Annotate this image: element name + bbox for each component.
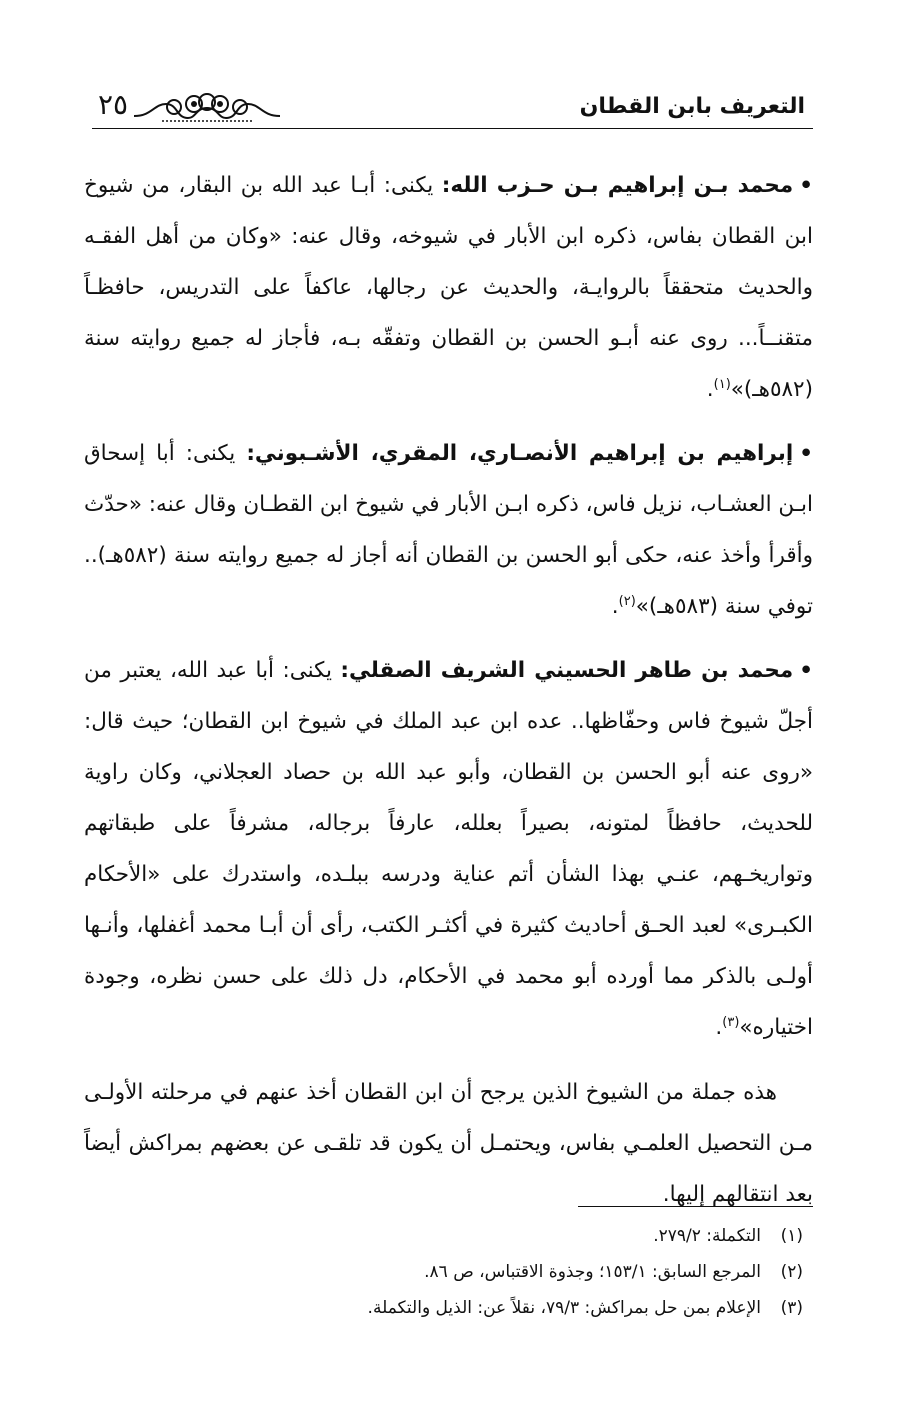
closing-paragraph: هذه جملة من الشيوخ الذين يرجح أن ابن القطان أخذ عنهم في مرحلته الأولـى مـن التحصيل العلمـي بفاس، ويحتمـل أن يكون قد تلقـى عن بعضهم بمراكش أيضاً بعد انتقالهم إليها. (84, 1080, 813, 1207)
footnote-number: (١) (780, 1226, 803, 1246)
footnote-number: (٢) (780, 1262, 803, 1282)
footnote-number: (٣) (780, 1298, 803, 1318)
decorative-ornament-icon (132, 90, 282, 124)
footnotes (84, 1218, 813, 1326)
biography-entry: •إبراهيم بن إبراهيم الأنصـاري، المقري، الأشـبوني: يكنى: أبا إسحاق ابـن العشـاب، نزيل فاس، ذكره ابـن الأبار في شيوخ ابن القطـان وقال عنه: «حدّث وأقرأ وأخذ عنه، حكى أبو الحسن بن القطان أنه أجاز له جميع روايته سنة (٥٨٢هـ).. توفي سنة (٥٨٣هـ)»$^{(٢)}$. (84, 441, 813, 619)
header-title: التعريف بابن القطان (579, 94, 805, 119)
entry-name: محمد بـن إبراهيم بـن حـزب الله: (441, 173, 794, 198)
footnote (84, 1218, 813, 1254)
bullet-icon: • (799, 658, 813, 683)
footnote-text: التكملة: ٢٧٩/٢. (653, 1226, 761, 1246)
entry-text: يكنى: أبا إسحاق ابـن العشـاب، نزيل فاس، ذكره ابـن الأبار في شيوخ ابن القطـان وقال عنه: «حدّث وأقرأ وأخذ عنه، حكى أبو الحسن بن القطان أنه أجاز له جميع روايته سنة (٥٨٢هـ).. توفي سنة (٥٨٣هـ)» (84, 441, 813, 619)
entry-name: محمد بن طاهر الحسيني الشريف الصقلي: (340, 658, 794, 683)
header-divider (92, 128, 813, 129)
entry-name: إبراهيم بن إبراهيم الأنصـاري، المقري، الأشـبوني: (246, 441, 794, 466)
footnote-ref[interactable]: (١) (713, 376, 731, 392)
running-header (92, 88, 805, 128)
footnote-ref[interactable]: (٢) (618, 593, 636, 609)
entry-text: يكنى: أبـا عبد الله بن البقار، من شيوخ ابن القطان بفاس، ذكره ابن الأبار في شيوخه، وقال عنه: «وكان من أهل الفقـه والحديث متحققاً بالروايـة، والحديث عن رجالها، عاكفاً على التدريس، حافظـاً متقنــاً... روى عنه أبـو الحسن بن القطان وتفقّه بـه، فأجاز له جميع روايته سنة (٥٨٢هـ)» (84, 173, 813, 402)
main-text (84, 160, 813, 1220)
footnote-ref[interactable]: (٣) (722, 1014, 740, 1030)
biography-entry: •محمد بن طاهر الحسيني الشريف الصقلي: يكنى: أبا عبد الله، يعتبر من أجلّ شيوخ فاس وحفّاظها.. عده ابن عبد الملك في شيوخ ابن القطان؛ حيث قال: «روى عنه أبو الحسن بن القطان، وأبو عبد الله بن حصاد العجلاني، وكان راوية للحديث، حافظاً لمتونه، بصيراً بعلله، عارفاً برجاله، مشرفاً على طبقاتهم وتواريخـهم، عنـي بهذا الشأن أتم عناية ودرسه ببلـده، واستدرك على «الأحكام الكبـرى» لعبد الحـق أحاديث كثيرة في أكثـر الكتب، رأى أن أبـا محمد أغفلها، وأنـها أولـى بالذكر مما أورده أبو محمد في الأحكام، دل ذلك على حسن نظره، وجودة اختياره»$^{(٣)}$. (84, 658, 813, 1040)
footnote-divider (578, 1206, 813, 1207)
page-number: ٢٥ (98, 88, 129, 121)
footnote-text: الإعلام بمن حل بمراكش: ٧٩/٣، نقلاً عن: الذيل والتكملة. (367, 1298, 761, 1318)
biography-entry: •محمد بـن إبراهيم بـن حـزب الله: يكنى: أبـا عبد الله بن البقار، من شيوخ ابن القطان بفاس، ذكره ابن الأبار في شيوخه، وقال عنه: «وكان من أهل الفقـه والحديث متحققاً بالروايـة، والحديث عن رجالها، عاكفاً على التدريس، حافظـاً متقنــاً... روى عنه أبـو الحسن بن القطان وتفقّه بـه، فأجاز له جميع روايته سنة (٥٨٢هـ)»$^{(١)}$. (84, 173, 813, 402)
footnote (84, 1254, 813, 1290)
bullet-icon: • (799, 173, 813, 198)
bullet-icon: • (799, 441, 813, 466)
footnote (84, 1290, 813, 1326)
entry-text: يكنى: أبا عبد الله، يعتبر من أجلّ شيوخ فاس وحفّاظها.. عده ابن عبد الملك في شيوخ ابن القطان؛ حيث قال: «روى عنه أبو الحسن بن القطان، وأبو عبد الله بن حصاد العجلاني، وكان راوية للحديث، حافظاً لمتونه، بصيراً بعلله، عارفاً برجاله، مشرفاً على طبقاتهم وتواريخـهم، عنـي بهذا الشأن أتم عناية ودرسه ببلـده، واستدرك على «الأحكام الكبـرى» لعبد الحـق أحاديث كثيرة في أكثـر الكتب، رأى أن أبـا محمد أغفلها، وأنـها أولـى بالذكر مما أورده أبو محمد في الأحكام، دل ذلك على حسن نظره، وجودة اختياره» (84, 658, 813, 1040)
footnote-text: المرجع السابق: ١٥٣/١؛ وجذوة الاقتباس، ص ٨٦. (424, 1262, 761, 1282)
